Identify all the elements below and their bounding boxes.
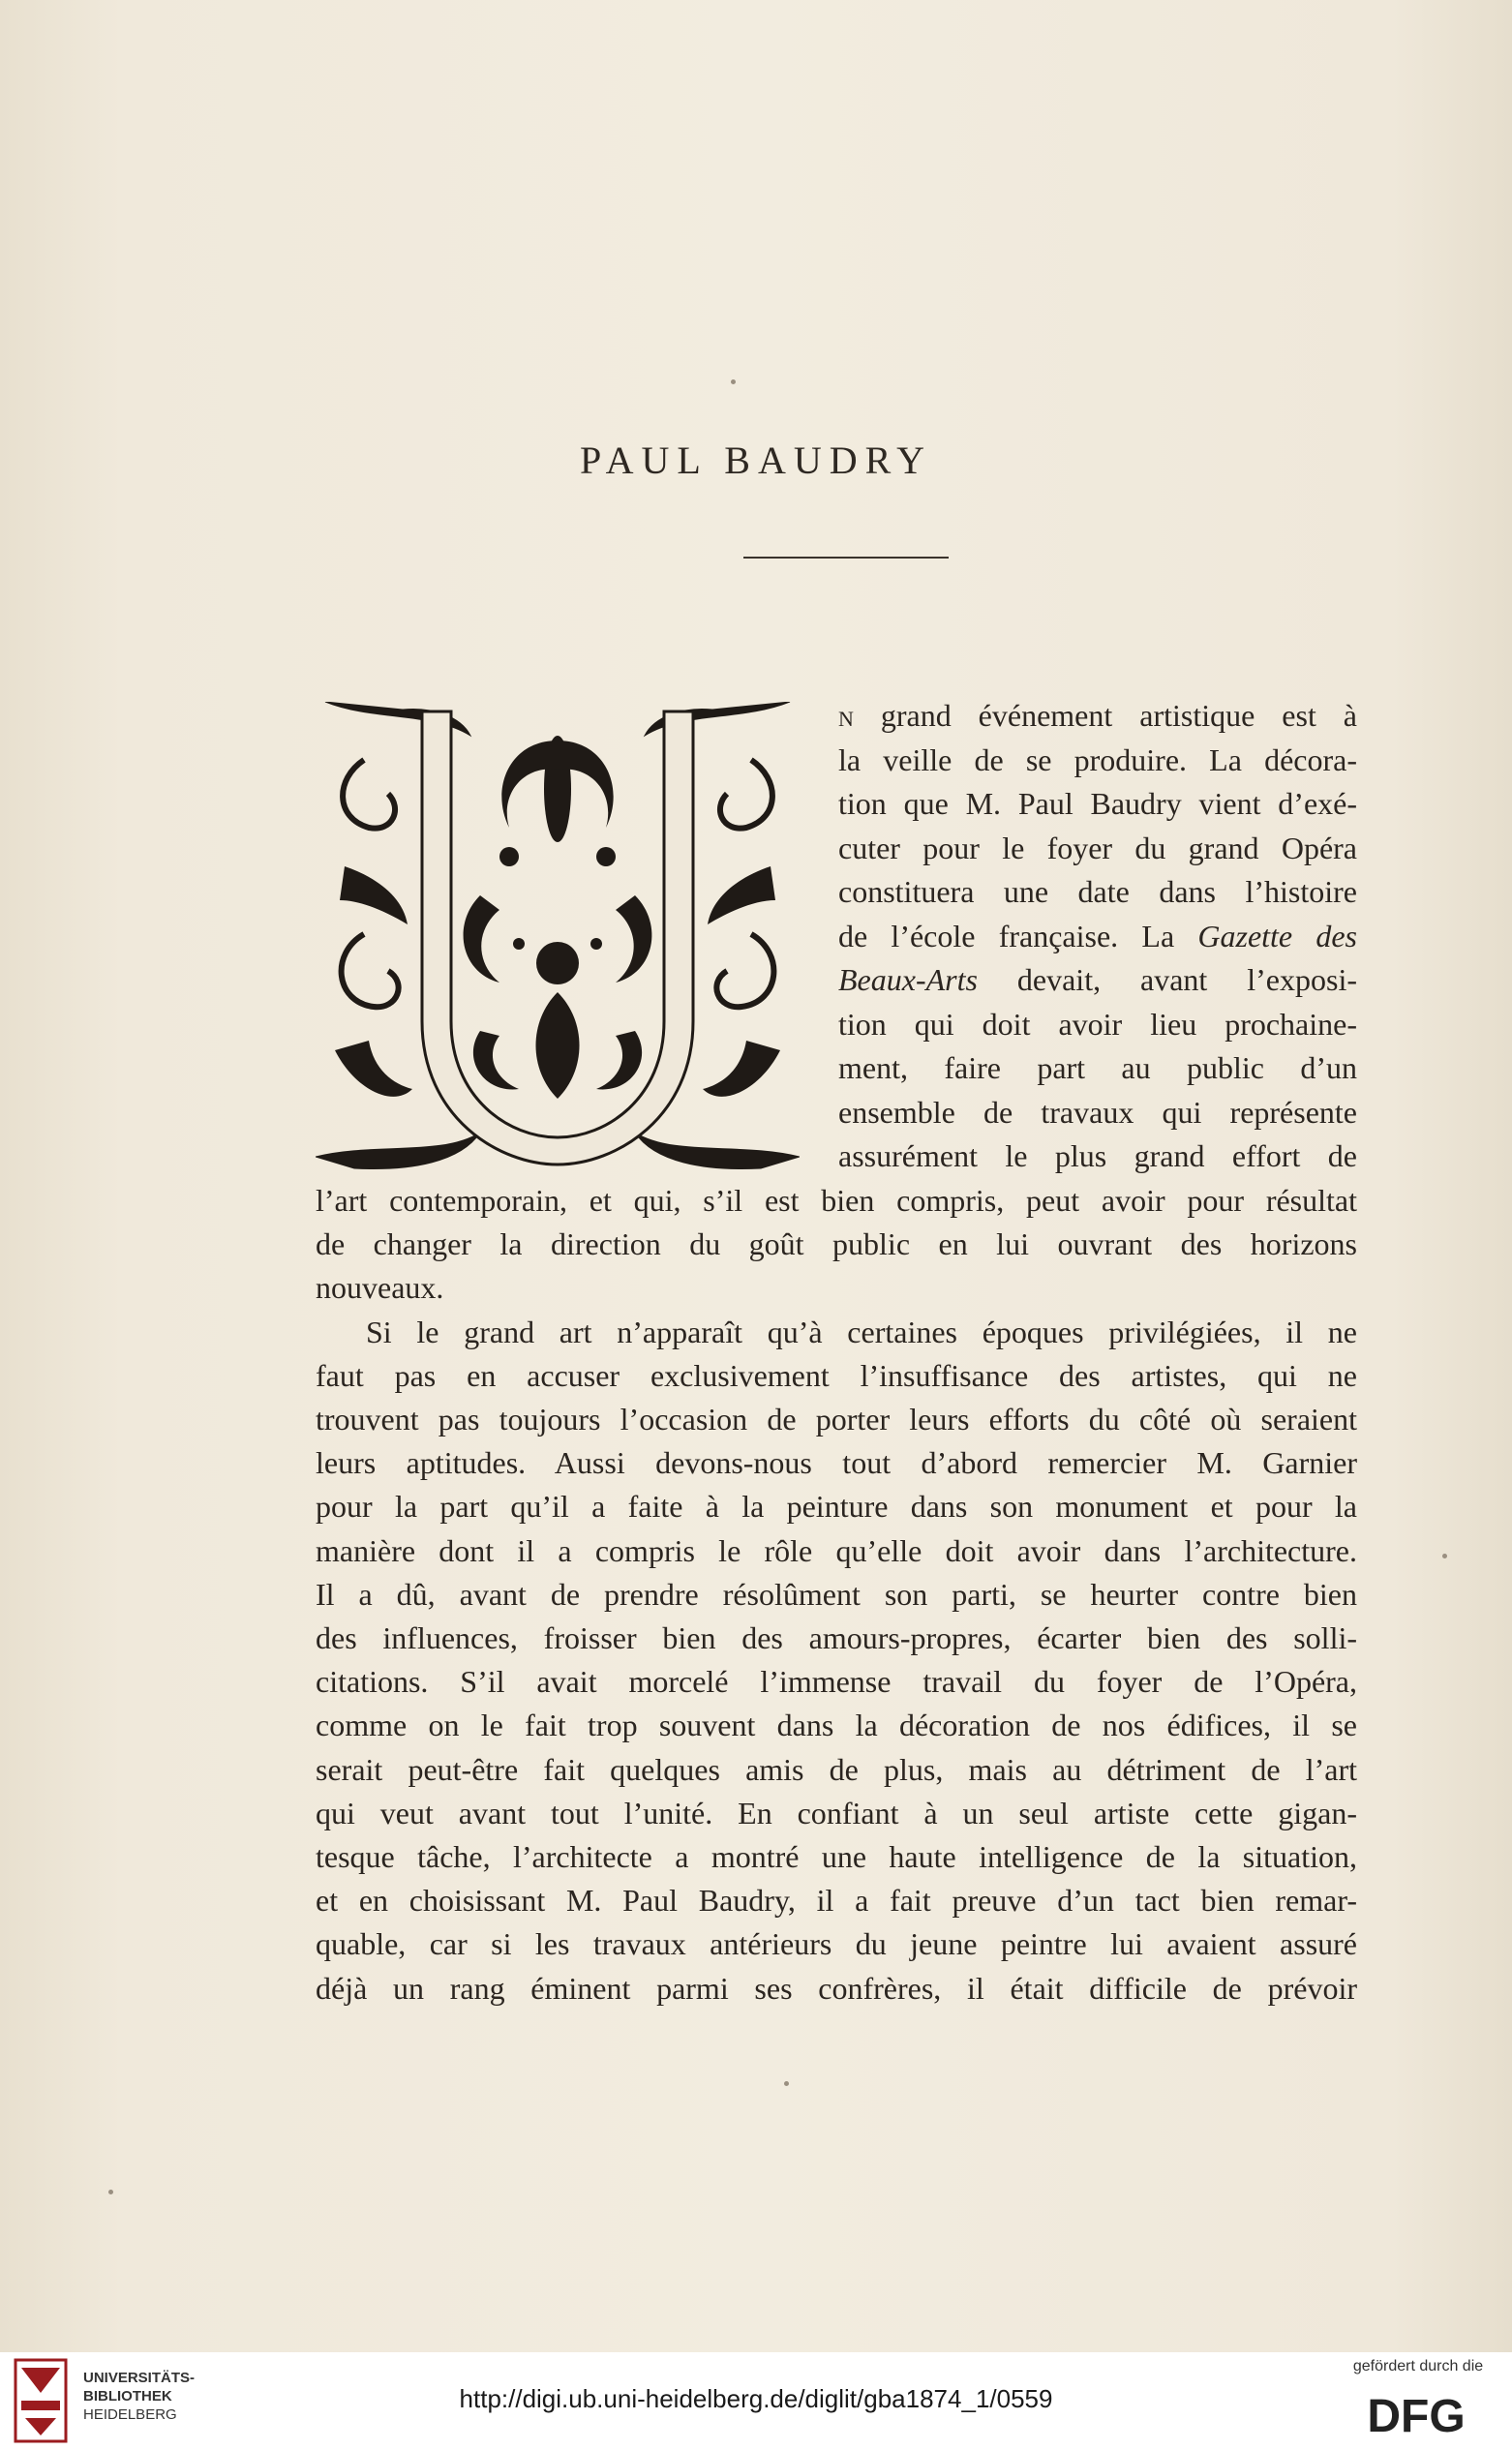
- paper-speck: [784, 2081, 789, 2086]
- paper-speck: [108, 2190, 113, 2194]
- paper-speck: [731, 379, 736, 384]
- body-line: quable, car si les travaux antérieurs du jeune peintre lui avaient assuré: [316, 1926, 1357, 1962]
- dfg-logo-text: DFG: [1367, 2391, 1466, 2437]
- opening-line: n grand événement artistique est à: [838, 698, 1357, 733]
- paper-speck: [1442, 1554, 1447, 1558]
- body-line: nouveaux.: [316, 1270, 444, 1306]
- library-line-1: UNIVERSITÄTS-: [83, 2370, 196, 2386]
- library-line-3: HEIDELBERG: [83, 2406, 177, 2423]
- body-line: Il a dû, avant de prendre résolûment son parti, se heurter contre bien: [316, 1576, 1357, 1612]
- opening-line: ensemble de travaux qui représente: [838, 1094, 1357, 1130]
- dfg-logo-icon: [1344, 2391, 1489, 2437]
- body-line: déjà un rang éminent parmi ses confrères, il était difficile de prévoir: [316, 1970, 1357, 2006]
- body-line: de changer la direction du goût public en lui ouvrant des horizons: [316, 1226, 1357, 1262]
- article-body: [316, 1179, 1357, 2011]
- body-line: citations. S’il avait morcelé l’immense travail du foyer de l’Opéra,: [316, 1664, 1357, 1700]
- opening-line: Beaux-Arts devait, avant l’exposi-: [838, 962, 1357, 997]
- body-line: comme on le fait trop souvent dans la décoration de nos édifices, il se: [316, 1708, 1357, 1743]
- opening-line: tion qui doit avoir lieu prochaine-: [838, 1006, 1357, 1042]
- body-line: faut pas en accuser exclusivement l’insuffisance des artistes, qui ne: [316, 1357, 1357, 1393]
- opening-line: la veille de se produire. La décora-: [838, 741, 1357, 777]
- body-line: trouvent pas toujours l’occasion de porter leurs efforts du côté où seraient: [316, 1402, 1357, 1437]
- body-line: des influences, froisser bien des amours-propres, écarter bien des solli-: [316, 1620, 1357, 1656]
- body-line: manière dont il a compris le rôle qu’elle doit avoir dans l’architecture.: [316, 1532, 1357, 1568]
- opening-line: constituera une date dans l’histoire: [838, 874, 1357, 909]
- ornamental-dropcap-u-icon: [316, 702, 800, 1171]
- opening-line: tion que M. Paul Baudry vient d’exé-: [838, 786, 1357, 821]
- library-line-2: BIBLIOTHEK: [83, 2388, 172, 2405]
- body-line: et en choisissant M. Paul Baudry, il a fait preuve d’un tact bien remar-: [316, 1883, 1357, 1919]
- opening-line: assurément le plus grand effort de: [838, 1138, 1357, 1173]
- opening-line: ment, faire part au public d’un: [838, 1050, 1357, 1085]
- permalink-url[interactable]: http://digi.ub.uni-heidelberg.de/diglit/gba1874_1/0559: [459, 2384, 1053, 2413]
- opening-line: cuter pour le foyer du grand Opéra: [838, 830, 1357, 865]
- body-line: l’art contemporain, et qui, s’il est bien compris, peut avoir pour résultat: [316, 1183, 1357, 1218]
- body-line: qui veut avant tout l’unité. En confiant à un seul artiste cette gigan-: [316, 1795, 1357, 1830]
- body-line: pour la part qu’il a faite à la peinture dans son monument et pour la: [316, 1489, 1357, 1525]
- body-line: leurs aptitudes. Aussi devons-nous tout d’abord remercier M. Garnier: [316, 1445, 1357, 1481]
- body-line: Si le grand art n’apparaît qu’à certaines époques privilégiées, il ne: [366, 1314, 1357, 1349]
- opening-line: de l’école française. La Gazette des: [838, 918, 1358, 953]
- opening-paragraph: [838, 694, 1357, 1179]
- sponsor-label: gefördert durch die: [1352, 2358, 1484, 2374]
- title-rule: [743, 557, 949, 559]
- body-line: tesque tâche, l’architecte a montré une haute intelligence de la situation,: [316, 1839, 1357, 1875]
- body-line: serait peut-être fait quelques amis de plus, mais au détriment de l’art: [316, 1751, 1357, 1787]
- article-title: PAUL BAUDRY: [580, 438, 932, 482]
